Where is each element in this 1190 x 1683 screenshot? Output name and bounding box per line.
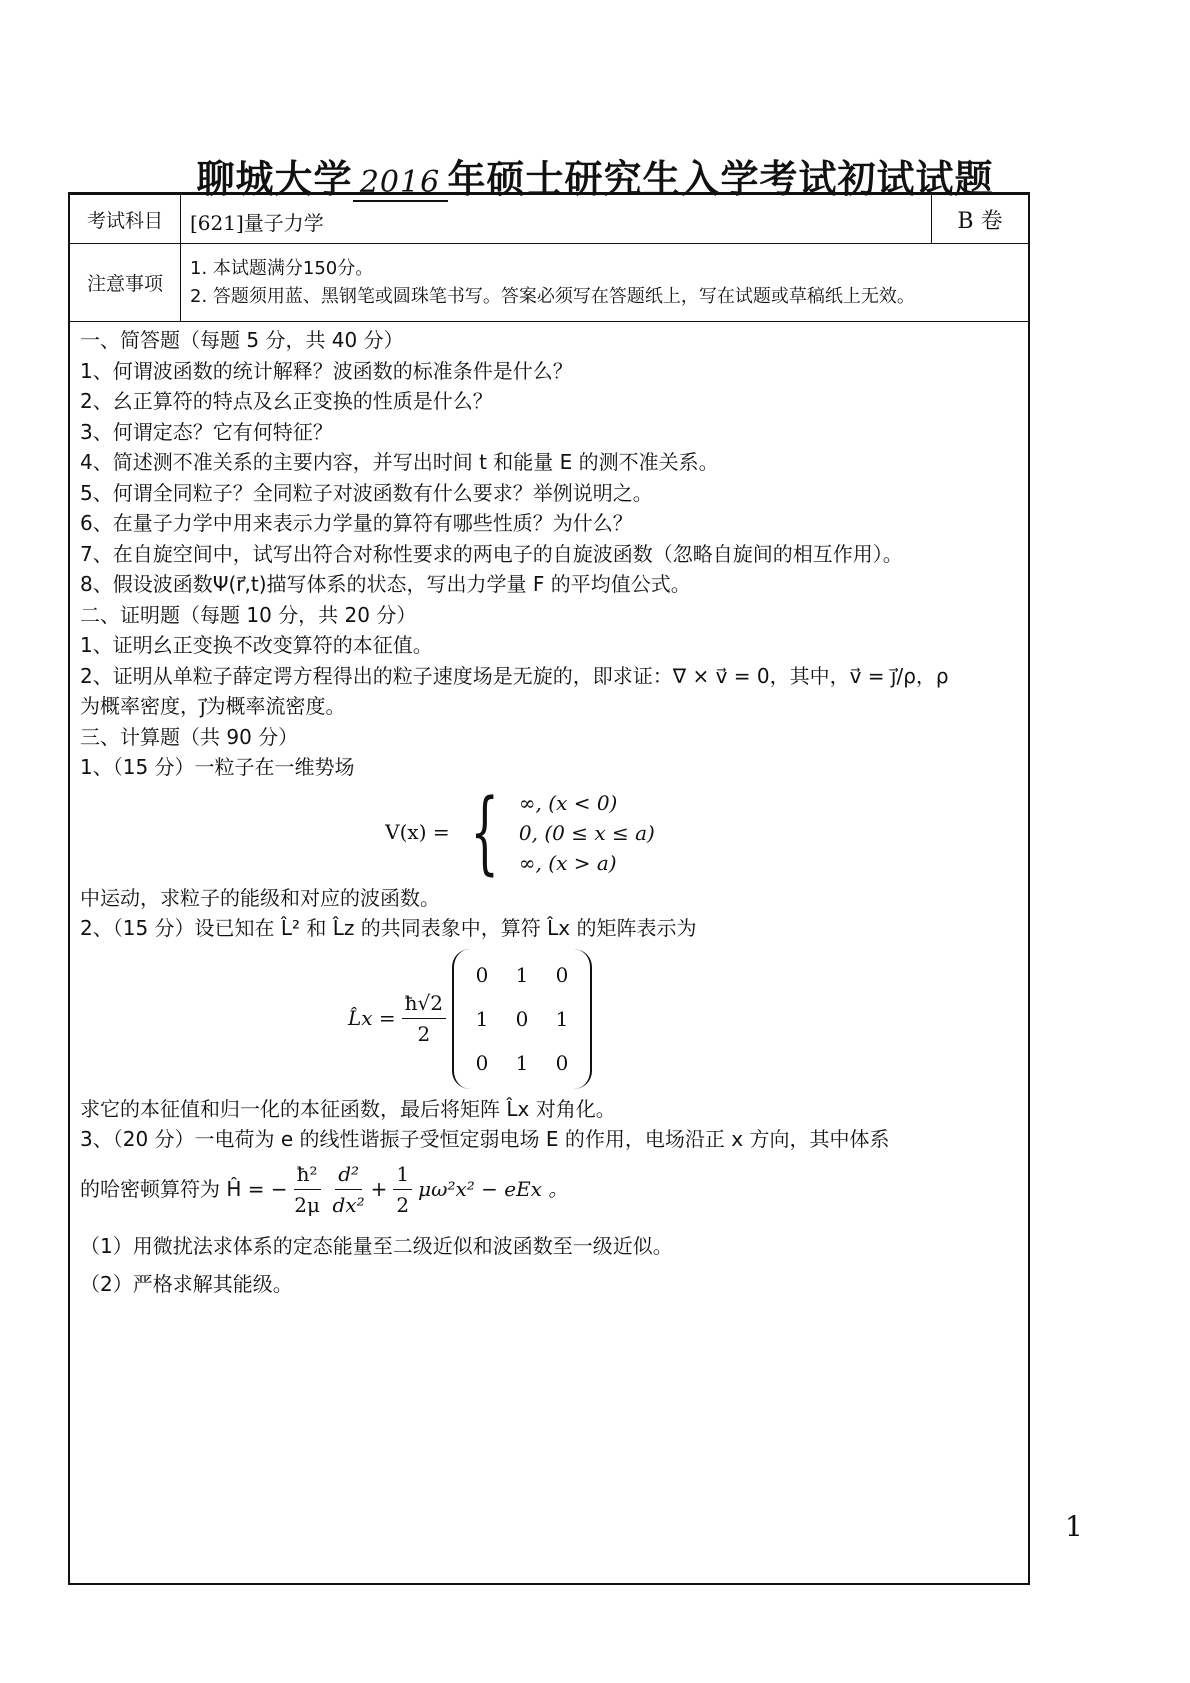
hamiltonian-prefix: 的哈密顿算符为 Ĥ = − [80,1177,288,1202]
subject-row [70,195,1028,244]
subject-label: 考试科目 [70,195,181,243]
section-heading: 三、计算题（共 90 分） [80,724,299,749]
fraction [402,988,446,1050]
numerator: ħ² [294,1159,321,1191]
numerator: d² [335,1159,362,1191]
question: 2、幺正算符的特点及幺正变换的性质是什么？ [80,389,493,413]
note: 1. 本试题满分150分。 [190,258,374,279]
question: 5、何谓全同粒子？全同粒子对波函数有什么要求？举例说明之。 [80,480,653,505]
notes-label: 注意事项 [70,243,181,321]
section-heading: 二、证明题（每题 10 分，共 20 分） [80,602,417,627]
notes-row [70,243,1028,322]
question: 2、（15 分）设已知在 L̂² 和 L̂z 的共同表象中，算符 L̂x 的矩阵表示为 [80,916,697,940]
paper-version: B 卷 [931,195,1028,243]
brace-symbol: { [469,779,499,885]
matrix-cell: 1 [555,1006,569,1031]
note: 2. 答题须用蓝、黑钢笔或圆珠笔书写。答案必须写在答题纸上，写在试题或草稿纸上无效。 [190,286,915,307]
title-suffix: 年硕士研究生入学考试初试试题 [447,157,994,201]
denominator: 2μ [294,1193,320,1217]
matrix-cell: 0 [555,1050,569,1075]
question: 1、（15 分）一粒子在一维势场 [80,755,355,779]
question: 1、证明幺正变换不改变算符的本征值。 [80,633,433,657]
question: 3、何谓定态？它有何特征？ [80,419,333,444]
section-heading: 一、简答题（每题 5 分，共 40 分） [80,328,404,352]
denominator: dx² [332,1193,365,1217]
matrix-equation [0,944,1020,1094]
matrix-cell: 1 [515,1050,529,1075]
question: 2、证明从单粒子薛定谔方程得出的粒子速度场是无旋的，即求证：∇ × v⃗ = 0，其中，v⃗ = j⃗/ρ，ρ [80,663,949,688]
question-continued: 为概率密度，j⃗为概率流密度。 [80,694,346,718]
fraction [333,1159,365,1221]
fraction [393,1159,412,1221]
fraction [294,1159,321,1221]
matrix-cell: 1 [475,1006,489,1031]
exam-frame [68,192,1030,1585]
plus-sign: + [370,1177,388,1202]
hamiltonian-line [80,1155,1020,1225]
page-number: 1 [1065,1510,1083,1543]
subquestion: （1）用微扰法求体系的定态能量至二级近似和波函数至一级近似。 [80,1233,673,1258]
title-prefix: 聊城大学 [196,157,353,201]
case: 0, (0 ≤ x ≤ a) [518,820,655,845]
piecewise-cases [519,788,655,878]
matrix-cell: 0 [555,962,569,987]
case: ∞, (x < 0) [518,790,618,815]
matrix-cell: 0 [475,962,489,987]
question: 1、何谓波函数的统计解释？波函数的标准条件是什么？ [80,358,573,383]
equation-lhs: V(x) = [385,820,450,845]
question-continued: 中运动，求粒子的能级和对应的波函数。 [80,885,440,910]
matrix-cell: 1 [515,962,529,987]
potential-equation [20,779,1020,885]
title-year: 2016 [353,165,448,202]
numerator: ħ√2 [402,988,446,1020]
question-continued: 求它的本征值和归一化的本征函数，最后将矩阵 L̂x 对角化。 [80,1096,616,1121]
question: 7、在自旋空间中，试写出符合对称性要求的两电子的自旋波函数（忽略自旋间的相互作用）。 [80,541,903,566]
denominator: 2 [417,1022,431,1046]
equation-lhs: L̂x = [347,1006,396,1031]
hamiltonian-tail: μω²x² − eEx 。 [418,1177,569,1202]
denominator: 2 [396,1193,410,1217]
matrix-cell: 0 [475,1050,489,1075]
subquestion: （2）严格求解其能级。 [80,1272,293,1296]
case: ∞, (x > a) [518,850,617,875]
notes-list [190,255,915,311]
matrix [452,949,592,1089]
numerator: 1 [393,1159,412,1191]
subject-value: [621]量子力学 [190,211,324,235]
question: 4、简述测不准关系的主要内容，并写出时间 t 和能量 E 的测不准关系。 [80,450,719,474]
exam-body [80,325,1020,1300]
question: 8、假设波函数Ψ(r⃗,t)描写体系的状态，写出力学量 F 的平均值公式。 [80,572,691,596]
matrix-cell: 0 [515,1006,529,1031]
question: 6、在量子力学中用来表示力学量的算符有哪些性质？为什么？ [80,511,633,535]
question: 3、（20 分）一电荷为 e 的线性谐振子受恒定弱电场 E 的作用，电场沿正 x 方向，其中体系 [80,1127,890,1151]
